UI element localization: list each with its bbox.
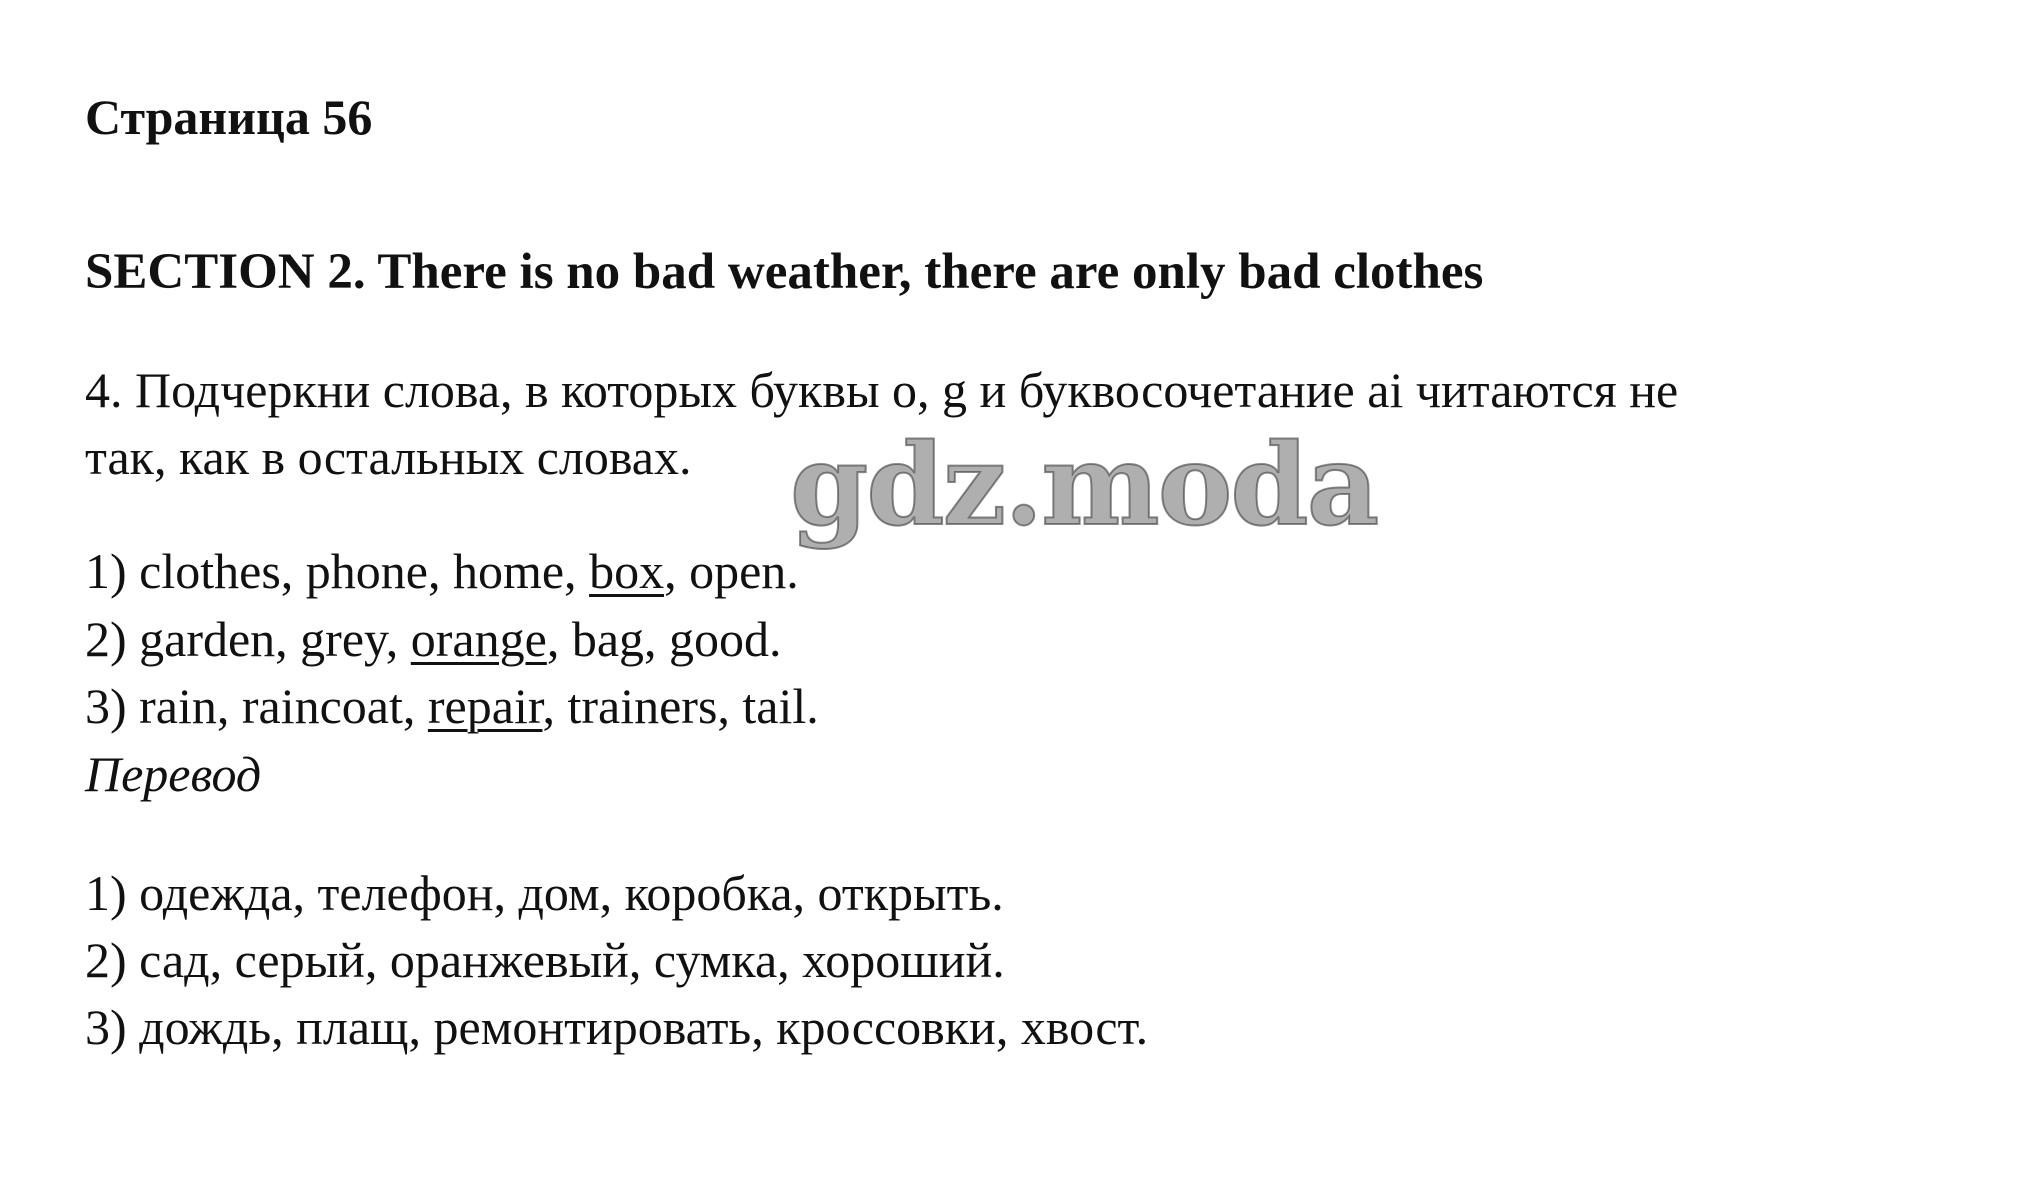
- underlined-word: repair: [427, 678, 543, 734]
- translation-item-3: 3) дождь, плащ, ремонтировать, кроссовки, хвост.: [85, 999, 1149, 1055]
- task-instruction-line-2: так, как в остальных словах.: [85, 429, 692, 485]
- watermark-logo: gdz.moda: [790, 420, 1378, 551]
- page-title: Страница 56: [85, 89, 373, 145]
- item-text: 1) clothes, phone, home,: [85, 543, 590, 599]
- section-title: SECTION 2. There is no bad weather, there are only bad clothes: [85, 244, 1484, 300]
- translation-item-2: 2) сад, серый, оранжевый, сумка, хороший.: [85, 932, 1005, 988]
- translation-label: Перевод: [85, 746, 262, 802]
- english-item-3: [85, 678, 819, 734]
- english-item-2: [85, 611, 782, 667]
- translation-item-1: 1) одежда, телефон, дом, коробка, открыть.: [85, 865, 1004, 921]
- item-text: , open.: [664, 543, 799, 599]
- english-item-1: [85, 543, 799, 599]
- item-text: 2) garden, grey,: [85, 611, 411, 667]
- underlined-word: box: [589, 543, 665, 599]
- underlined-word: orange: [410, 611, 547, 667]
- task-instruction-line-1: 4. Подчеркни слова, в которых буквы o, g и буквосочетание ai читаются не: [85, 362, 1679, 418]
- item-text: , bag, good.: [546, 611, 782, 667]
- item-text: , trainers, tail.: [542, 678, 819, 734]
- item-text: 3) rain, raincoat,: [85, 678, 428, 734]
